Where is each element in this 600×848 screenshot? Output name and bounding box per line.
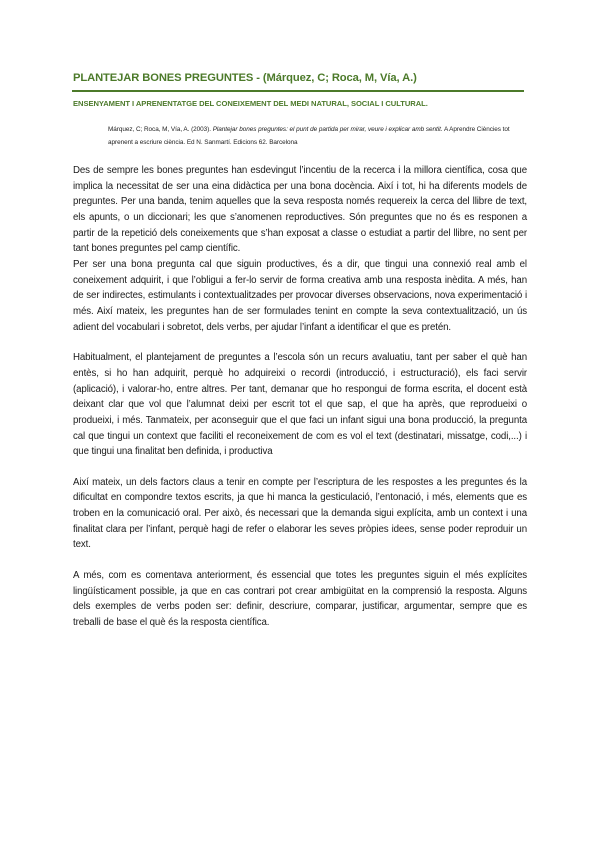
paragraph-2: Per ser una bona pregunta cal que siguin productives, és a dir, que tingui una connexió real amb el coneixement adquirit, i que l’obligui a fer-lo servir de forma creativa amb una resposta inèdita. A més, han de ser indirectes, estimulants i contextualitzades per provocar diverses observacions, nova experimentació i més. Així mateix, les preguntes han de ser formulades tenint en compte la seva contextualització, un ús adient del vocabulari i sobretot, dels verbs, per ajudar l’infant a identificar el que es pretén. — [73, 258, 527, 333]
reference-authors: Márquez, C; Roca, M, Vía, A. (2003). — [108, 126, 211, 133]
paragraph-spacer — [73, 335, 527, 350]
document-title: PLANTEJAR BONES PREGUNTES - (Márquez, C; Roca, M, Vía, A.) — [73, 72, 417, 84]
paragraph-5: A més, com es comentava anteriorment, és essencial que totes les preguntes siguin el més explícites lingüísticament possible, ja que en cas contrari pot crear ambigüitat en la comprensió la resposta. Alguns dels exemples de verbs poden ser: definir, descriure, comparar, justificar, argumentar, sempre que es treballi de base el què és la resposta científica. — [73, 570, 527, 629]
paragraph-3: Habitualment, el plantejament de preguntes a l’escola són un recurs avaluatiu, tant per saber el què han entès, si ho han adquirit, perquè ho adquireixi o recordi (introducció, i estructuració), els faci servir (aplicació), i valorar-ho, entre altres. Per tant, demanar que ho respongui de forma escrita, el docent està deixant clar que vol que l’alumnat deixi per escrit tot el que sap, el que ha après, que reprodueixi o produeixi, i més. Tanmateix, per aconseguir que el que faci un infant sigui una bona producció, la pregunta cal que tingui un context que faciliti el reconeixement de com es vol el text (destinatari, missatge, codi,...) i que tingui una finalitat ben definida, i productiva — [73, 352, 527, 458]
title-divider — [72, 90, 524, 92]
paragraph-1: Des de sempre les bones preguntes han esdevingut l’incentiu de la recerca i la millora científica, cosa que implica la necessitat de ser una eina didàctica per una bona docència. Així i tot, hi ha diferents models de preguntes. Per una banda, tenim aquelles que la seva resposta només requereix la cerca del llibre de text, els apunts, o un diccionari; les que s’anomenen reproductives. Són preguntes que no és es responen a partir de la repetició dels coneixements que s’han exposat a classe o estudiat a partir del llibre, no sent per tant bones preguntes pel camp científic. — [73, 165, 527, 255]
bibliographic-reference — [108, 124, 526, 149]
document-body — [73, 163, 527, 631]
paragraph-4: Així mateix, un dels factors claus a tenir en compte per l’escriptura de les respostes a les preguntes és la dificultat en compondre textos escrits, ja que hi manca la gesticulació, l’entonació, i més, elements que es troben en la comunicació oral. Per això, és necessari que la demanda sigui explícita, amb un context i una finalitat clara per l’infant, perquè hagi de refer o elaborar les seves pròpies idees, sense poder reproduir un text. — [73, 476, 527, 551]
paragraph-spacer — [73, 553, 527, 568]
document-subtitle: ENSENYAMENT I APRENENTATGE DEL CONEIXEMENT DEL MEDI NATURAL, SOCIAL I CULTURAL. — [73, 99, 428, 108]
paragraph-spacer — [73, 460, 527, 475]
reference-source: A Aprendre Ciències tot aprenent a escriure ciència. Ed N. Sanmartí. Edicions 62. Barcelona — [108, 126, 510, 146]
reference-work-title: Plantejar bones preguntes: el punt de partida per mirar, veure i explicar amb sentit. — [212, 126, 443, 133]
